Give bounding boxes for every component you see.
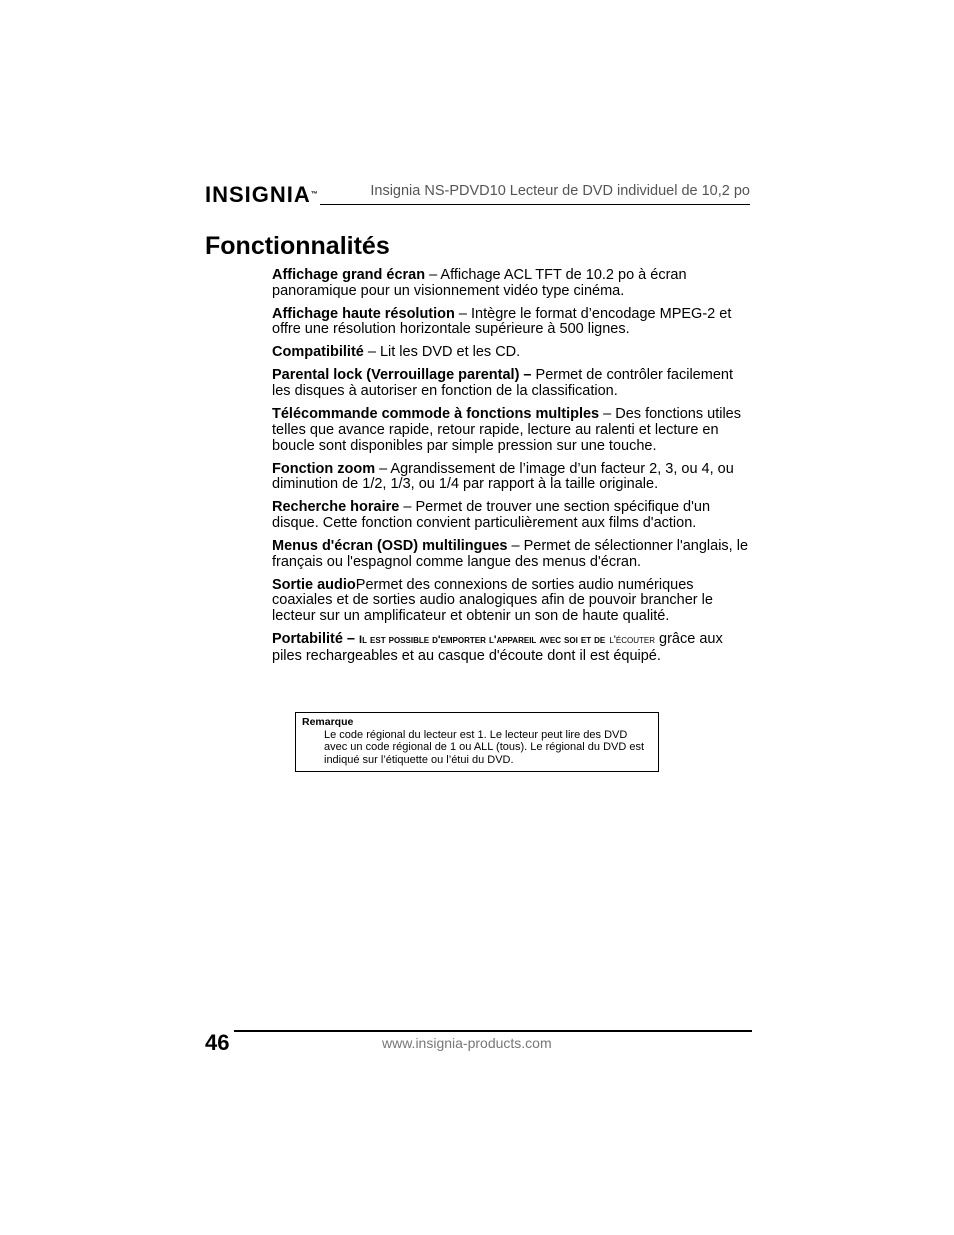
feature-item	[272, 539, 752, 570]
feature-item	[272, 462, 752, 493]
feature-item	[272, 407, 752, 454]
feature-text: Permet de sélectionner l'anglais, le français ou l'espagnol comme langue des menus d'écran.	[272, 537, 749, 570]
feature-separator: –	[399, 499, 416, 516]
feature-separator: –	[599, 406, 616, 423]
feature-term: Télécommande commode à fonctions multiples	[272, 406, 600, 423]
footer-rule	[234, 1030, 752, 1032]
feature-item	[272, 345, 752, 361]
header-title: Insignia NS-PDVD10 Lecteur de DVD individuel de 10,2 po	[370, 183, 750, 199]
feature-separator: –	[507, 537, 524, 554]
feature-item	[272, 578, 752, 625]
feature-term: Parental lock (Verrouillage parental) –	[272, 367, 532, 384]
feature-separator: –	[375, 460, 391, 477]
feature-term: Fonction zoom	[272, 460, 376, 477]
logo-text: INSIGNIA	[205, 182, 311, 207]
feature-term: Affichage haute résolution	[272, 305, 455, 322]
page-number: 46	[205, 1030, 230, 1055]
feature-text: grâce aux piles rechargeables et au casque d'écoute dont il est équipé.	[272, 631, 723, 664]
note-box	[295, 712, 659, 772]
feature-text: Affichage ACL TFT de 10.2 po à écran panoramique pour un visionnement vidéo type cinéma.	[272, 267, 687, 299]
feature-term: Menus d'écran (OSD) multilingues	[272, 537, 508, 554]
insignia-logo	[205, 184, 318, 206]
feature-text: Lit les DVD et les CD.	[379, 344, 521, 361]
feature-text: Permet de contrôler facilement les disques à autoriser en fonction de la classification.	[272, 367, 733, 400]
feature-text: Intègre le format d’encodage MPEG-2 et offre une résolution horizontale supérieure à 500 lignes.	[272, 305, 732, 338]
feature-term: Sortie audio	[272, 576, 356, 593]
header-rule	[320, 204, 750, 205]
footer-url: www.insignia-products.com	[382, 1035, 552, 1051]
feature-text: Des fonctions utiles telles que avance rapide, retour rapide, lecture au ralenti et lecture en boucle sont disponibles par simple pression sur une touche.	[272, 406, 741, 454]
feature-smallcaps: l'écouter	[609, 634, 655, 647]
feature-text: Permet de trouver une section spécifique d'un disque. Cette fonction convient particulièrement aux films d'action.	[272, 499, 711, 531]
feature-separator: –	[454, 305, 472, 322]
feature-term: Affichage grand écran	[272, 267, 426, 283]
feature-smallcaps-bold: Il est possible d'emporter l'appareil avec soi et de	[359, 634, 606, 647]
feature-item	[272, 368, 752, 399]
feature-separator: –	[363, 344, 380, 361]
feature-list	[272, 268, 752, 672]
feature-text: Permet des connexions de sorties audio numériques coaxiales et de sorties audio analogiques afin de pouvoir brancher le lecteur sur un amplificateur et obtenir un son de haute qualité.	[272, 576, 713, 625]
feature-item	[272, 307, 752, 338]
feature-item-portability	[272, 632, 752, 664]
note-body: Le code régional du lecteur est 1. Le lecteur peut lire des DVD avec un code régional de 1 ou ALL (tous). Le régional du DVD est indiqué sur l’étiquette ou l’étui du DVD.	[324, 728, 645, 766]
feature-item	[272, 268, 752, 299]
feature-text: Agrandissement de l’image d’un facteur 2, 3, ou 4, ou diminution de 1/2, 1/3, ou 1/4 par rapport à la taille originale.	[272, 460, 734, 493]
note-title: Remarque	[302, 716, 354, 728]
feature-term: Compatibilité	[272, 344, 364, 361]
page-title: Fonctionnalités	[205, 232, 390, 260]
feature-term: Portabilité –	[272, 631, 355, 648]
feature-term: Recherche horaire	[272, 499, 400, 516]
feature-separator: –	[425, 267, 441, 283]
trademark-symbol: ™	[310, 191, 318, 198]
feature-item	[272, 500, 752, 531]
